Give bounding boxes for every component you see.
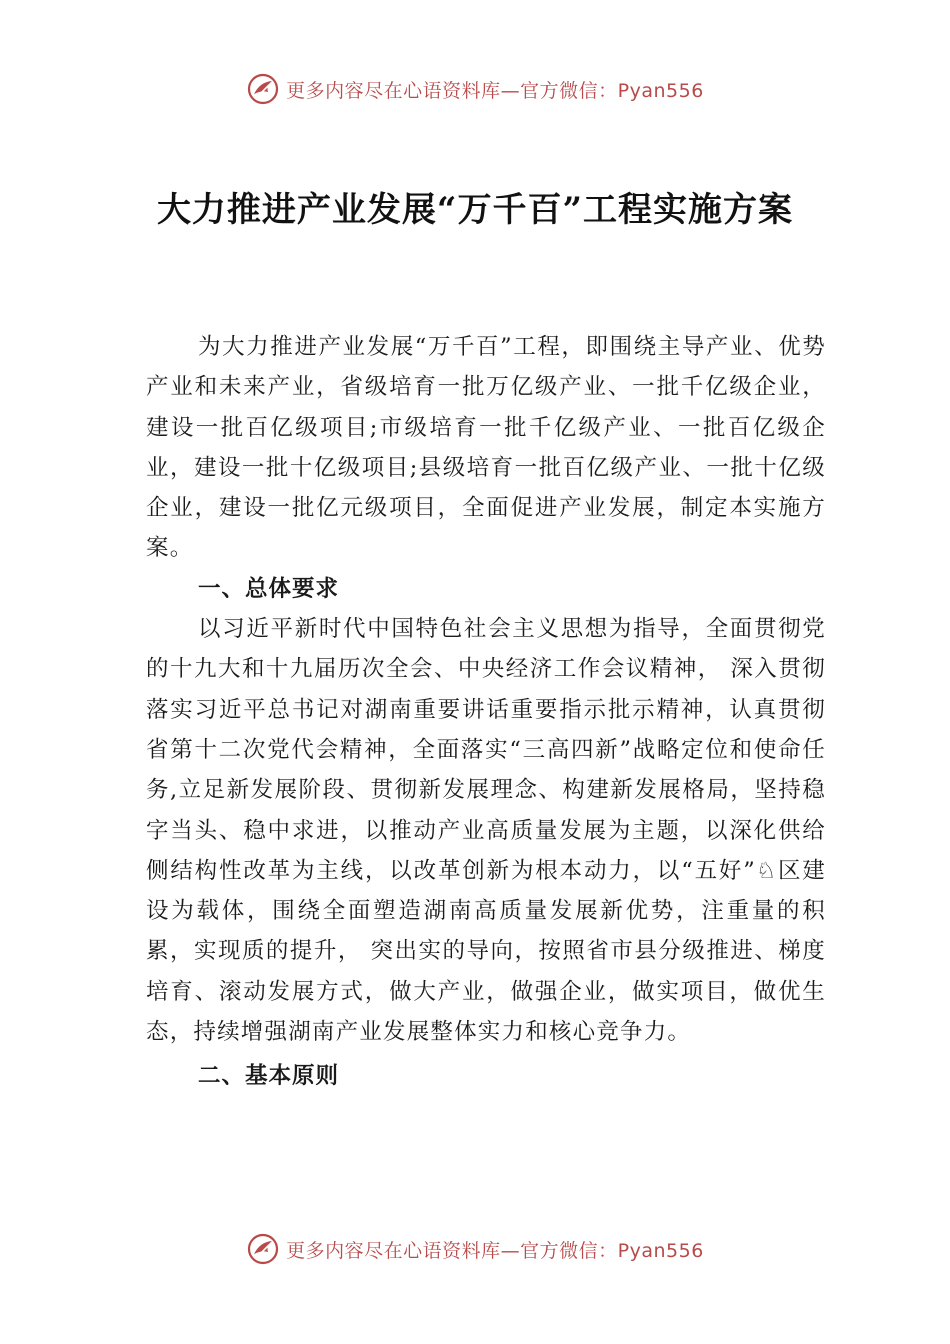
stamp-seal-icon <box>246 72 280 106</box>
document-title: 大力推进产业发展“万千百”工程实施方案 <box>156 189 794 230</box>
section-heading-general-requirements: 一、总体要求 <box>198 575 340 602</box>
section-heading-basic-principles: 二、基本原则 <box>198 1063 340 1090</box>
footer-watermark <box>0 1232 950 1266</box>
intro-paragraph: 为大力推进产业发展“万千百”工程，即围绕主导产业、优势产业和未来产业，省级培育一批万亿级产业、一批千亿级企业，建设一批百亿级项目;市级培育一批千亿级产业、一批百亿级企业，建设一批十亿级项目;县级培育一批百亿级产业、一批十亿级企业，建设一批亿元级项目，全面促进产业发展，制定本实施方案。 <box>146 334 826 562</box>
watermark-text: 更多内容尽在心语资料库—官方微信：Pyan556 <box>286 79 704 102</box>
stamp-seal-icon <box>246 1232 280 1266</box>
watermark-text: 更多内容尽在心语资料库—官方微信：Pyan556 <box>286 1239 704 1262</box>
general-requirements-paragraph: 以习近平新时代中国特色社会主义思想为指导，全面贯彻党的十九大和十九届历次全会、中央经济工作会议精神， 深入贯彻落实习近平总书记对湖南重要讲话重要指示批示精神，认真贯彻省第十二次党代会精神，全面落实“三高四新”战略定位和使命任务,立足新发展阶段、贯彻新发展理念、构建新发展格局，坚持稳字当头、稳中求进，以推动产业高质量发展为主题，以深化供给侧结构性改革为主线，以改革创新为根本动力，以“五好”♘区建设为载体，围绕全面塑造湖南高质量发展新优势，注重量的积累，实现质的提升， 突出实的导向，按照省市县分级推进、梯度培育、滚动发展方式，做大产业，做强企业，做实项目，做优生态，持续增强湖南产业发展整体实力和核心竞争力。 <box>146 616 826 1046</box>
header-watermark <box>0 72 950 106</box>
document-body <box>146 327 826 1097</box>
